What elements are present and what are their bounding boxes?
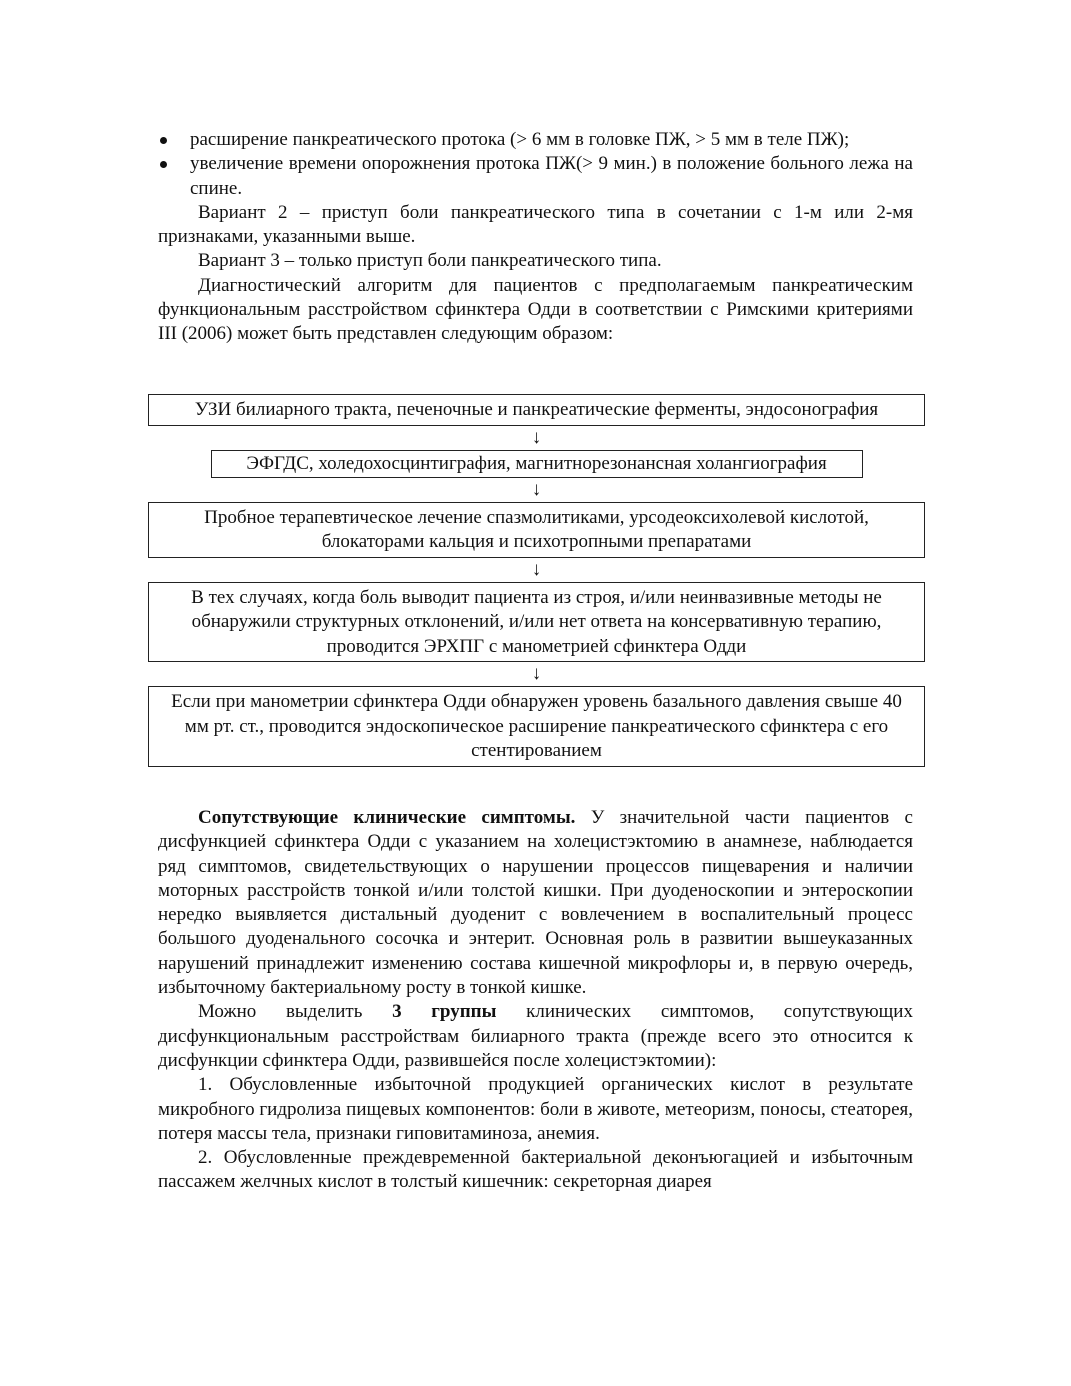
list-item: увеличение времени опорожнения протока ПЖ(> 9 мин.) в положение больного лежа на спине. [158, 152, 913, 201]
down-arrow-icon: ↓ [531, 558, 542, 580]
flow-step-1: УЗИ билиарного тракта, печеночные и панкреатические ферменты, эндосонография [148, 394, 925, 426]
text-column-top [158, 128, 913, 347]
text-column-bottom [158, 806, 913, 1195]
flow-step-4: В тех случаях, когда боль выводит пациента из строя, и/или неинвазивные методы не обнаружили структурных отклонений, и/или нет ответа на консервативную терапию, проводится ЭРХПГ с манометрией сфинктера Одди [148, 582, 925, 663]
paragraph-symptoms-text: У значительной части пациентов с дисфункцией сфинктера Одди с указанием на холецистэктомию в анамнезе, наблюдается ряд симптомов, свидетельствующих о нарушении процессов пищеварения и наличии моторных расстройств тонкой и/или толстой кишки. При дуоденоскопии и энтероскопии нередко выявляется дистальный дуоденит с вовлечением в воспалительный процесс большого дуоденального сосочка и энтерит. Основная роль в развитии вышеуказанных нарушений принадлежит изменению состава кишечной микрофлоры и, в первую очередь, избыточному бактериальному росту в тонкой кишке. [158, 807, 913, 999]
paragraph-algorithm-intro: Диагностический алгоритм для пациентов с предполагаемым панкреатическим функциональным расстройством сфинктера Одди в соответствии с Римскими критериями III (2006) может быть представлен следующим образом: [158, 274, 913, 345]
paragraph-groups-text-end: клинических симптомов, сопутствующих дисфункциональным расстройствам билиарного тракта (прежде всего это относится к дисфункции сфинктера Одди, развившейся после холецистэктомии): [158, 1001, 913, 1071]
criteria-list [158, 128, 913, 201]
list-item: расширение панкреатического протока (> 6 мм в головке ПЖ, > 5 мм в теле ПЖ); [158, 128, 913, 152]
down-arrow-icon: ↓ [531, 663, 542, 684]
paragraph-variant-3: Вариант 3 – только приступ боли панкреатического типа. [198, 250, 662, 272]
section-heading: Сопутствующие клинические симптомы. [198, 807, 576, 828]
flow-step-3: Пробное терапевтическое лечение спазмолитиками, урсодеоксихолевой кислотой, блокаторами кальция и психотропными препаратами [148, 502, 925, 558]
paragraph-groups-text-start: Можно выделить [198, 1001, 393, 1023]
groups-emphasis: 3 группы [392, 1001, 497, 1023]
flow-step-2: ЭФГДС, холедохосцинтиграфия, магнитнорезонансная холангиография [211, 450, 863, 478]
paragraph-groups [158, 1000, 913, 1073]
down-arrow-icon: ↓ [531, 478, 542, 500]
down-arrow-icon: ↓ [531, 426, 542, 448]
diagnostic-flowchart [148, 394, 925, 767]
paragraph-variant-2: Вариант 2 – приступ боли панкреатического типа в сочетании с 1-м или 2-мя признаками, указанными выше. [158, 201, 913, 248]
flow-step-5: Если при манометрии сфинктера Одди обнаружен уровень базального давления свыше 40 мм рт. ст., проводится эндоскопическое расширение панкреатического сфинктера с его стентированием [148, 686, 925, 767]
paragraph-symptoms [158, 806, 913, 1000]
paragraph-group-1: 1. Обусловленные избыточной продукцией органических кислот в результате микробного гидролиза пищевых компонентов: боли в животе, метеоризм, поносы, стеаторея, потеря массы тела, признаки гиповитаминоза, анемия. [158, 1074, 913, 1144]
paragraph-group-2: 2. Обусловленные преждевременной бактериальной деконъюгацией и избыточным пассажем желчных кислот в толстый кишечник: секреторная диарея [158, 1147, 913, 1193]
